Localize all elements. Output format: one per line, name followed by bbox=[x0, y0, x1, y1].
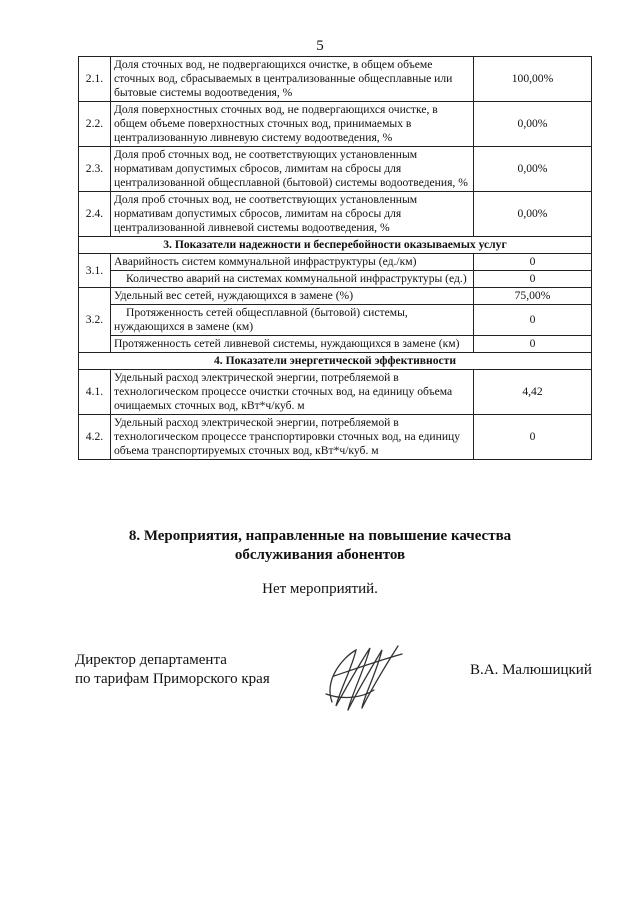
section-8-body: Нет мероприятий. bbox=[262, 581, 378, 597]
row-description: Аварийность систем коммунальной инфраструктуры (ед./км) bbox=[111, 254, 474, 271]
row-value: 0,00% bbox=[474, 147, 592, 192]
section-header-row bbox=[79, 237, 592, 254]
table-row bbox=[79, 415, 592, 460]
row-value: 75,00% bbox=[474, 288, 592, 305]
row-description: Протяженность сетей общесплавной (бытовой) системы, нуждающихся в замене (км) bbox=[111, 305, 474, 336]
section-title-reliability: 3. Показатели надежности и бесперебойности оказываемых услуг bbox=[79, 237, 592, 254]
row-number: 4.1. bbox=[79, 370, 111, 415]
row-number: 2.1. bbox=[79, 57, 111, 102]
table-row bbox=[79, 192, 592, 237]
indicators-table bbox=[78, 56, 592, 460]
table-row bbox=[79, 147, 592, 192]
row-value: 0,00% bbox=[474, 102, 592, 147]
section-header-row bbox=[79, 353, 592, 370]
table-row bbox=[79, 305, 592, 336]
row-description: Количество аварий на системах коммунальной инфраструктуры (ед.) bbox=[111, 271, 474, 288]
table-row bbox=[79, 254, 592, 271]
row-description: Удельный расход электрической энергии, потребляемой в технологическом процессе очистки сточных вод, на единицу объема очищаемых сточных вод, кВт*ч/куб. м bbox=[111, 370, 474, 415]
row-number: 2.4. bbox=[79, 192, 111, 237]
row-description: Доля сточных вод, не подвергающихся очистке, в общем объеме сточных вод, сбрасываемых в централизованные общесплавные или бытовые системы водоотведения, % bbox=[111, 57, 474, 102]
row-description: Доля поверхностных сточных вод, не подвергающихся очистке, в общем объеме поверхностных сточных вод, принимаемых в централизованную ливневую систему водоотведения, % bbox=[111, 102, 474, 147]
section-8-heading-line2: обслуживания абонентов bbox=[234, 547, 406, 563]
table-row bbox=[79, 271, 592, 288]
handwritten-signature bbox=[312, 640, 412, 720]
row-number: 4.2. bbox=[79, 415, 111, 460]
row-description: Удельный расход электрической энергии, потребляемой в технологическом процессе транспортировки сточных вод, на единицу объема транспортируемых сточных вод, кВт*ч/куб. м bbox=[111, 415, 474, 460]
row-value: 0 bbox=[474, 336, 592, 353]
row-value: 0,00% bbox=[474, 192, 592, 237]
signer-name: В.А. Малюшицкий bbox=[470, 662, 592, 678]
row-description: Протяженность сетей ливневой системы, нуждающихся в замене (км) bbox=[111, 336, 474, 353]
section-title-energy: 4. Показатели энергетической эффективности bbox=[79, 353, 592, 370]
table-row bbox=[79, 288, 592, 305]
row-value: 100,00% bbox=[474, 57, 592, 102]
row-value: 0 bbox=[474, 271, 592, 288]
row-description: Удельный вес сетей, нуждающихся в замене (%) bbox=[111, 288, 474, 305]
row-value: 0 bbox=[474, 415, 592, 460]
row-value: 0 bbox=[474, 254, 592, 271]
table-row bbox=[79, 102, 592, 147]
row-description: Доля проб сточных вод, не соответствующих установленным нормативам допустимых сбросов, лимитам на сбросы для централизованной ливневой системы водоотведения, % bbox=[111, 192, 474, 237]
signer-position bbox=[75, 651, 270, 689]
signer-position-line2: по тарифам Приморского края bbox=[75, 671, 270, 687]
table-row bbox=[79, 336, 592, 353]
row-number: 3.2. bbox=[79, 288, 111, 353]
section-8-heading bbox=[0, 527, 640, 565]
row-number: 3.1. bbox=[79, 254, 111, 288]
row-number: 2.3. bbox=[79, 147, 111, 192]
row-value: 4,42 bbox=[474, 370, 592, 415]
table-row bbox=[79, 370, 592, 415]
section-8-heading-line1: 8. Мероприятия, направленные на повышение качества bbox=[128, 528, 512, 544]
signer-position-line1: Директор департамента bbox=[75, 652, 227, 668]
row-number: 2.2. bbox=[79, 102, 111, 147]
page-number: 5 bbox=[316, 38, 324, 54]
row-value: 0 bbox=[474, 305, 592, 336]
table-row bbox=[79, 57, 592, 102]
row-description: Доля проб сточных вод, не соответствующих установленным нормативам допустимых сбросов, лимитам на сбросы для централизованной общесплавной (бытовой) системы водоотведения, % bbox=[111, 147, 474, 192]
